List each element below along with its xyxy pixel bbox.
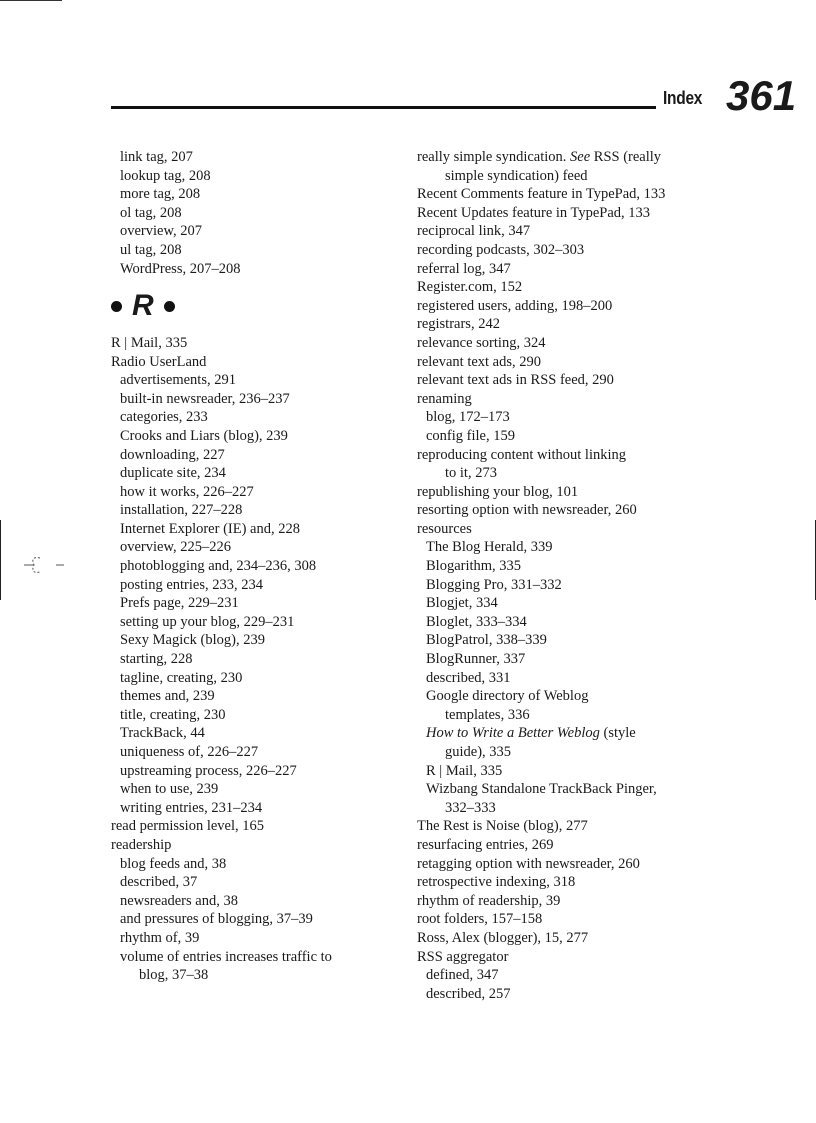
right-column [417,148,807,1003]
section-heading [111,278,401,334]
index-entry: described, 331 [426,669,511,686]
index-entry: link tag, 207 [120,149,193,165]
index-entry: newsreaders and, 38 [120,892,238,909]
index-entry: renaming [417,390,472,407]
index-entry: Prefs page, 229–231 [120,595,239,612]
index-entry: defined, 347 [426,967,499,984]
index-entry: overview, 207 [120,223,203,240]
index-entry: categories, 233 [120,409,208,426]
index-entry: R | Mail, 335 [111,334,188,351]
index-entry: relevant text ads in RSS feed, 290 [417,372,614,389]
index-entry: advertisements, 291 [120,372,236,389]
index-entry: themes and, 239 [120,688,215,705]
crop-mark [0,0,62,1]
bullet-icon [111,301,122,312]
index-entry: The Rest is Noise (blog), 277 [417,818,588,835]
index-entry: rhythm of, 39 [120,929,200,946]
index-entry: starting, 228 [120,651,193,668]
index-entry: overview, 225–226 [120,539,232,556]
index-entry: retrospective indexing, 318 [417,874,576,891]
index-entry: blog feeds and, 38 [120,855,227,872]
header-rule [111,106,656,109]
index-entry: resources [417,520,472,537]
index-entry: republishing your blog, 101 [417,483,579,500]
page-number: 361 [726,72,797,119]
index-entry: blog, 37–38 [139,967,209,984]
index-entry-italic: How to Write a Better Weblog [426,725,600,742]
index-entry: relevant text ads, 290 [417,353,542,370]
index-entry: more tag, 208 [120,186,201,203]
index-entry: writing entries, 231–234 [120,799,263,816]
index-entry: setting up your blog, 229–231 [120,613,295,630]
index-entry: resurfacing entries, 269 [417,836,554,853]
index-entry: recording podcasts, 302–303 [417,241,585,258]
index-entry: simple syndication) feed [445,167,588,184]
index-entry: really simple syndication. See RSS (really [417,149,662,165]
index-entry: How to Write a Better Weblog (style [426,725,636,742]
index-entry: registrars, 242 [417,316,500,333]
index-entry: Register.com, 152 [417,279,523,296]
left-top-entries [111,148,401,278]
index-entry: Radio UserLand [111,353,207,370]
index-entry: ol tag, 208 [120,204,182,221]
index-entry: uniqueness of, 226–227 [120,744,259,761]
index-entry: reproducing content without linking [417,446,627,463]
right-entries [417,148,807,1003]
index-entry: Wizbang Standalone TrackBack Pinger, [426,781,657,798]
bullet-icon [164,301,175,312]
index-entry: blog, 172–173 [426,409,510,426]
index-entry: posting entries, 233, 234 [120,576,263,593]
index-entry: described, 257 [426,985,511,1002]
index-entry: installation, 227–228 [120,502,243,519]
index-entry: duplicate site, 234 [120,465,226,482]
index-entry: and pressures of blogging, 37–39 [120,911,313,928]
index-entry: config file, 159 [426,427,515,444]
index-entry: BlogPatrol, 338–339 [426,632,547,649]
index-entry: templates, 336 [445,706,530,723]
index-entry: Recent Comments feature in TypePad, 133 [417,186,666,203]
index-entry: BlogRunner, 337 [426,651,526,668]
left-section-entries [111,334,401,985]
index-entry-italic: See [570,149,591,165]
index-entry: Crooks and Liars (blog), 239 [120,427,288,444]
index-entry: described, 37 [120,874,198,891]
index-entry: title, creating, 230 [120,706,226,723]
index-entry: Sexy Magick (blog), 239 [120,632,265,649]
index-entry: registered users, adding, 198–200 [417,297,613,314]
index-entry: root folders, 157–158 [417,911,543,928]
index-entry: Blogging Pro, 331–332 [426,576,562,593]
index-entry: how it works, 226–227 [120,483,254,500]
index-entry: Internet Explorer (IE) and, 228 [120,520,300,537]
index-entry: The Blog Herald, 339 [426,539,553,556]
index-entry: Recent Updates feature in TypePad, 133 [417,204,651,221]
index-entry: upstreaming process, 226–227 [120,762,297,779]
registration-mark-icon [0,550,70,580]
index-entry: tagline, creating, 230 [120,669,243,686]
index-entry: downloading, 227 [120,446,225,463]
index-entry: Blogjet, 334 [426,595,498,612]
index-entry: built-in newsreader, 236–237 [120,390,290,407]
index-entry: TrackBack, 44 [120,725,205,742]
index-entry: Google directory of Weblog [426,688,589,705]
index-entry: volume of entries increases traffic to [120,948,332,965]
index-entry: reciprocal link, 347 [417,223,531,240]
index-entry: readership [111,836,172,853]
index-entry: lookup tag, 208 [120,167,211,184]
index-entry: rhythm of readership, 39 [417,892,561,909]
index-entry: read permission level, 165 [111,818,265,835]
index-entry: WordPress, 207–208 [120,260,241,277]
index-entry: resorting option with newsreader, 260 [417,502,637,519]
index-entry: Blogarithm, 335 [426,558,522,575]
index-entry: Bloglet, 333–334 [426,613,527,630]
index-entry: RSS aggregator [417,948,509,965]
section-letter: R [132,288,154,322]
index-entry: retagging option with newsreader, 260 [417,855,640,872]
index-entry: R | Mail, 335 [426,762,503,779]
index-entry: to it, 273 [445,465,497,482]
left-column [111,148,401,985]
index-entry: ul tag, 208 [120,241,182,258]
running-head: Index [663,88,703,108]
index-entry: photoblogging and, 234–236, 308 [120,558,317,575]
index-entry: referral log, 347 [417,260,511,277]
index-entry: relevance sorting, 324 [417,334,546,351]
index-entry: 332–333 [445,799,496,816]
index-entry: guide), 335 [445,744,512,760]
index-entry: Ross, Alex (blogger), 15, 277 [417,929,589,946]
index-entry: when to use, 239 [120,781,219,798]
